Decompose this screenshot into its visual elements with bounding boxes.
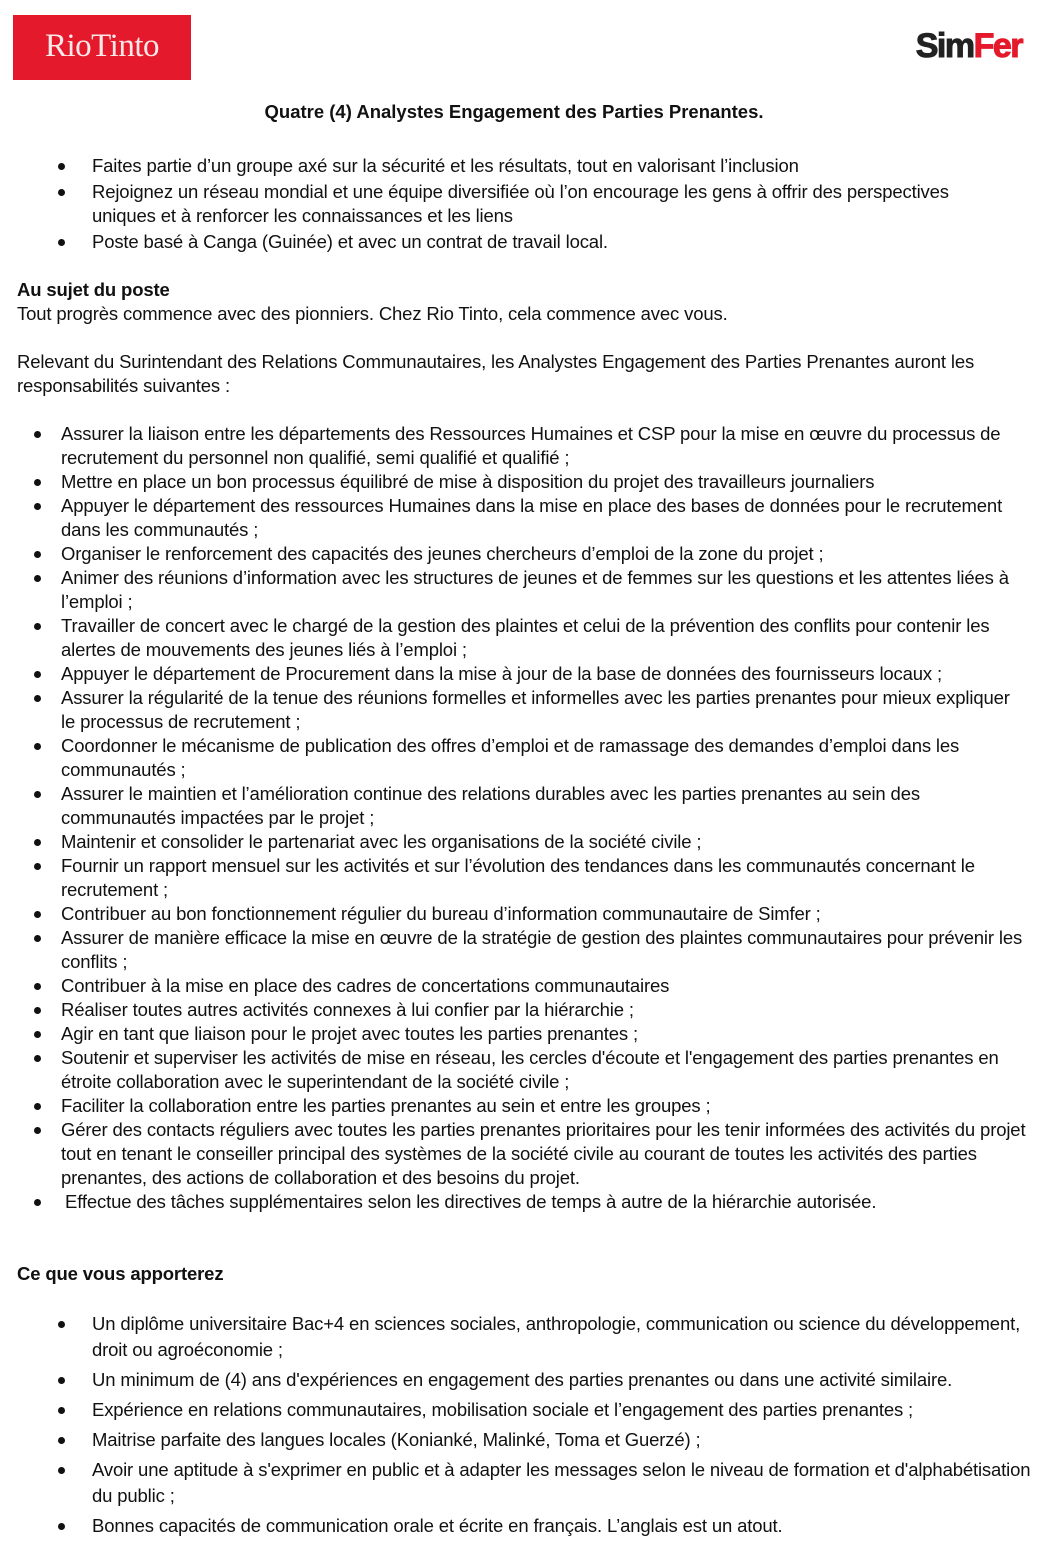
responsibility-item xyxy=(61,422,1026,470)
bullet-icon xyxy=(58,1321,65,1328)
bullet-icon xyxy=(34,671,41,678)
responsibility-item xyxy=(61,974,1026,998)
intro-bullet-text: Poste basé à Canga (Guinée) et avec un contrat de travail local. xyxy=(92,231,608,252)
about-heading: Au sujet du poste xyxy=(17,279,170,300)
responsibility-item xyxy=(61,854,1026,902)
responsibility-text: Agir en tant que liaison pour le projet avec toutes les parties prenantes ; xyxy=(61,1023,638,1044)
bullet-icon xyxy=(34,503,41,510)
bullet-icon xyxy=(34,623,41,630)
responsibility-item xyxy=(61,614,1026,662)
responsibility-text: Soutenir et superviser les activités de mise en réseau, les cercles d'écoute et l'engagement des parties prenantes en étroite collaboration avec le superintendant de la société civile ; xyxy=(61,1047,999,1092)
requirement-item xyxy=(92,1397,1032,1423)
bullet-icon xyxy=(34,1103,41,1110)
bullet-icon xyxy=(34,1199,41,1206)
bullet-icon xyxy=(34,1031,41,1038)
responsibility-item xyxy=(61,734,1026,782)
simfer-logo-fer: Fer xyxy=(973,27,1022,65)
bullet-icon xyxy=(34,695,41,702)
responsibility-item xyxy=(61,542,1026,566)
bullet-icon xyxy=(34,575,41,582)
intro-bullet xyxy=(92,180,992,228)
requirement-text: Un minimum de (4) ans d'expériences en engagement des parties prenantes ou dans une activité similaire. xyxy=(92,1369,953,1390)
bullet-icon xyxy=(34,1127,41,1134)
bullet-icon xyxy=(34,431,41,438)
bullet-icon xyxy=(34,791,41,798)
bullet-icon xyxy=(58,1437,65,1444)
requirement-text: Un diplôme universitaire Bac+4 en sciences sociales, anthropologie, communication ou science du développement, droit ou agroéconomie ; xyxy=(92,1313,1021,1360)
simfer-logo xyxy=(916,26,1022,66)
about-paragraph: Relevant du Surintendant des Relations Communautaires, les Analystes Engagement des Parties Prenantes auront les responsabilités suivantes : xyxy=(17,351,975,396)
responsibility-item xyxy=(61,470,1026,494)
requirements-list xyxy=(92,1311,1032,1543)
responsibility-text: Mettre en place un bon processus équilibré de mise à disposition du projet des travailleurs journaliers xyxy=(61,471,875,492)
responsibility-item xyxy=(61,1094,1026,1118)
requirement-item xyxy=(92,1367,1032,1393)
responsibility-text: Réaliser toutes autres activités connexes à lui confier par la hiérarchie ; xyxy=(61,999,634,1020)
bullet-icon xyxy=(58,1407,65,1414)
responsibility-text: Assurer la liaison entre les départements des Ressources Humaines et CSP pour la mise en œuvre du processus de recrutement du personnel non qualifié, semi qualifié et qualifié ; xyxy=(61,423,1001,468)
responsibility-item xyxy=(61,1046,1026,1094)
responsibility-item xyxy=(61,1190,1026,1214)
responsibility-item xyxy=(61,998,1026,1022)
requirements-heading: Ce que vous apporterez xyxy=(17,1263,224,1284)
responsibility-text: Assurer le maintien et l’amélioration continue des relations durables avec les parties prenantes au sein des communautés impactées par le projet ; xyxy=(61,783,920,828)
requirement-text: Expérience en relations communautaires, mobilisation sociale et l’engagement des parties prenantes ; xyxy=(92,1399,914,1420)
responsibility-text: Fournir un rapport mensuel sur les activités et sur l’évolution des tendances dans les communautés concernant le recrutement ; xyxy=(61,855,975,900)
responsibility-item xyxy=(61,902,1026,926)
responsibility-text: Effectue des tâches supplémentaires selon les directives de temps à autre de la hiérarchie autorisée. xyxy=(65,1191,877,1212)
bullet-icon xyxy=(34,479,41,486)
intro-bullet xyxy=(92,154,992,178)
responsibilities-list xyxy=(61,422,1026,1214)
intro-bullet-list xyxy=(92,154,992,256)
requirement-text: Maitrise parfaite des langues locales (Konianké, Malinké, Toma et Guerzé) ; xyxy=(92,1429,701,1450)
responsibility-item xyxy=(61,830,1026,854)
bullet-icon xyxy=(34,839,41,846)
responsibility-text: Faciliter la collaboration entre les parties prenantes au sein et entre les groupes ; xyxy=(61,1095,711,1116)
requirement-text: Bonnes capacités de communication orale et écrite en français. L’anglais est un atout. xyxy=(92,1515,783,1536)
bullet-icon xyxy=(34,743,41,750)
responsibility-item xyxy=(61,926,1026,974)
responsibility-text: Contribuer à la mise en place des cadres de concertations communautaires xyxy=(61,975,670,996)
responsibility-text: Appuyer le département de Procurement dans la mise à jour de la base de données des fournisseurs locaux ; xyxy=(61,663,943,684)
responsibility-text: Gérer des contacts réguliers avec toutes les parties prenantes prioritaires pour les tenir informées des activités du projet tout en tenant le conseiller principal des systèmes de la société civile au courant de toutes les activités des parties prenantes, des actions de collaboration et des besoins du projet. xyxy=(61,1119,1026,1188)
responsibility-text: Contribuer au bon fonctionnement régulier du bureau d’information communautaire de Simfer ; xyxy=(61,903,821,924)
responsibility-item xyxy=(61,1118,1026,1190)
bullet-icon xyxy=(34,935,41,942)
bullet-icon xyxy=(58,1467,65,1474)
responsibility-text: Travailler de concert avec le chargé de la gestion des plaintes et celui de la prévention des conflits pour contenir les alertes de mouvements des jeunes liés à l’emploi ; xyxy=(61,615,990,660)
responsibility-item xyxy=(61,782,1026,830)
intro-bullet-text: Rejoignez un réseau mondial et une équipe diversifiée où l’on encourage les gens à offrir des perspectives uniques et à renforcer les connaissances et les liens xyxy=(92,181,949,226)
job-title: Quatre (4) Analystes Engagement des Parties Prenantes. xyxy=(264,101,764,122)
bullet-icon xyxy=(34,911,41,918)
bullet-icon xyxy=(58,1523,65,1530)
responsibility-item xyxy=(61,494,1026,542)
rio-tinto-logo xyxy=(13,15,191,80)
requirement-item xyxy=(92,1427,1032,1453)
bullet-icon xyxy=(34,551,41,558)
bullet-icon xyxy=(34,1055,41,1062)
responsibility-text: Organiser le renforcement des capacités des jeunes chercheurs d’emploi de la zone du projet ; xyxy=(61,543,824,564)
requirement-item xyxy=(92,1311,1032,1363)
responsibility-text: Coordonner le mécanisme de publication des offres d’emploi et de ramassage des demandes d’emploi dans les communautés ; xyxy=(61,735,960,780)
bullet-icon xyxy=(34,983,41,990)
responsibility-text: Assurer la régularité de la tenue des réunions formelles et informelles avec les parties prenantes pour mieux expliquer le processus de recrutement ; xyxy=(61,687,1010,732)
responsibility-item xyxy=(61,662,1026,686)
intro-bullet-text: Faites partie d’un groupe axé sur la sécurité et les résultats, tout en valorisant l’inclusion xyxy=(92,155,799,176)
about-lead: Tout progrès commence avec des pionniers. Chez Rio Tinto, cela commence avec vous. xyxy=(17,303,728,324)
responsibility-item xyxy=(61,1022,1026,1046)
bullet-icon xyxy=(58,189,65,196)
intro-bullet xyxy=(92,230,992,254)
requirement-text: Avoir une aptitude à s'exprimer en public et à adapter les messages selon le niveau de formation et d'alphabétisation du public ; xyxy=(92,1459,1031,1506)
requirement-item xyxy=(92,1513,1032,1539)
bullet-icon xyxy=(34,863,41,870)
responsibility-text: Appuyer le département des ressources Humaines dans la mise en place des bases de données pour le recrutement dans les communautés ; xyxy=(61,495,1003,540)
responsibility-text: Animer des réunions d’information avec les structures de jeunes et de femmes sur les questions et les attentes liées à l’emploi ; xyxy=(61,567,1009,612)
bullet-icon xyxy=(58,163,65,170)
responsibility-text: Assurer de manière efficace la mise en œuvre de la stratégie de gestion des plaintes communautaires pour prévenir les conflits ; xyxy=(61,927,1023,972)
responsibility-item xyxy=(61,566,1026,614)
bullet-icon xyxy=(58,1377,65,1384)
simfer-logo-sim: Sim xyxy=(915,27,974,65)
responsibility-item xyxy=(61,686,1026,734)
responsibility-text: Maintenir et consolider le partenariat avec les organisations de la société civile ; xyxy=(61,831,702,852)
bullet-icon xyxy=(58,239,65,246)
bullet-icon xyxy=(34,1007,41,1014)
rio-tinto-logo-text: RioTinto xyxy=(44,28,159,64)
requirement-item xyxy=(92,1457,1032,1509)
